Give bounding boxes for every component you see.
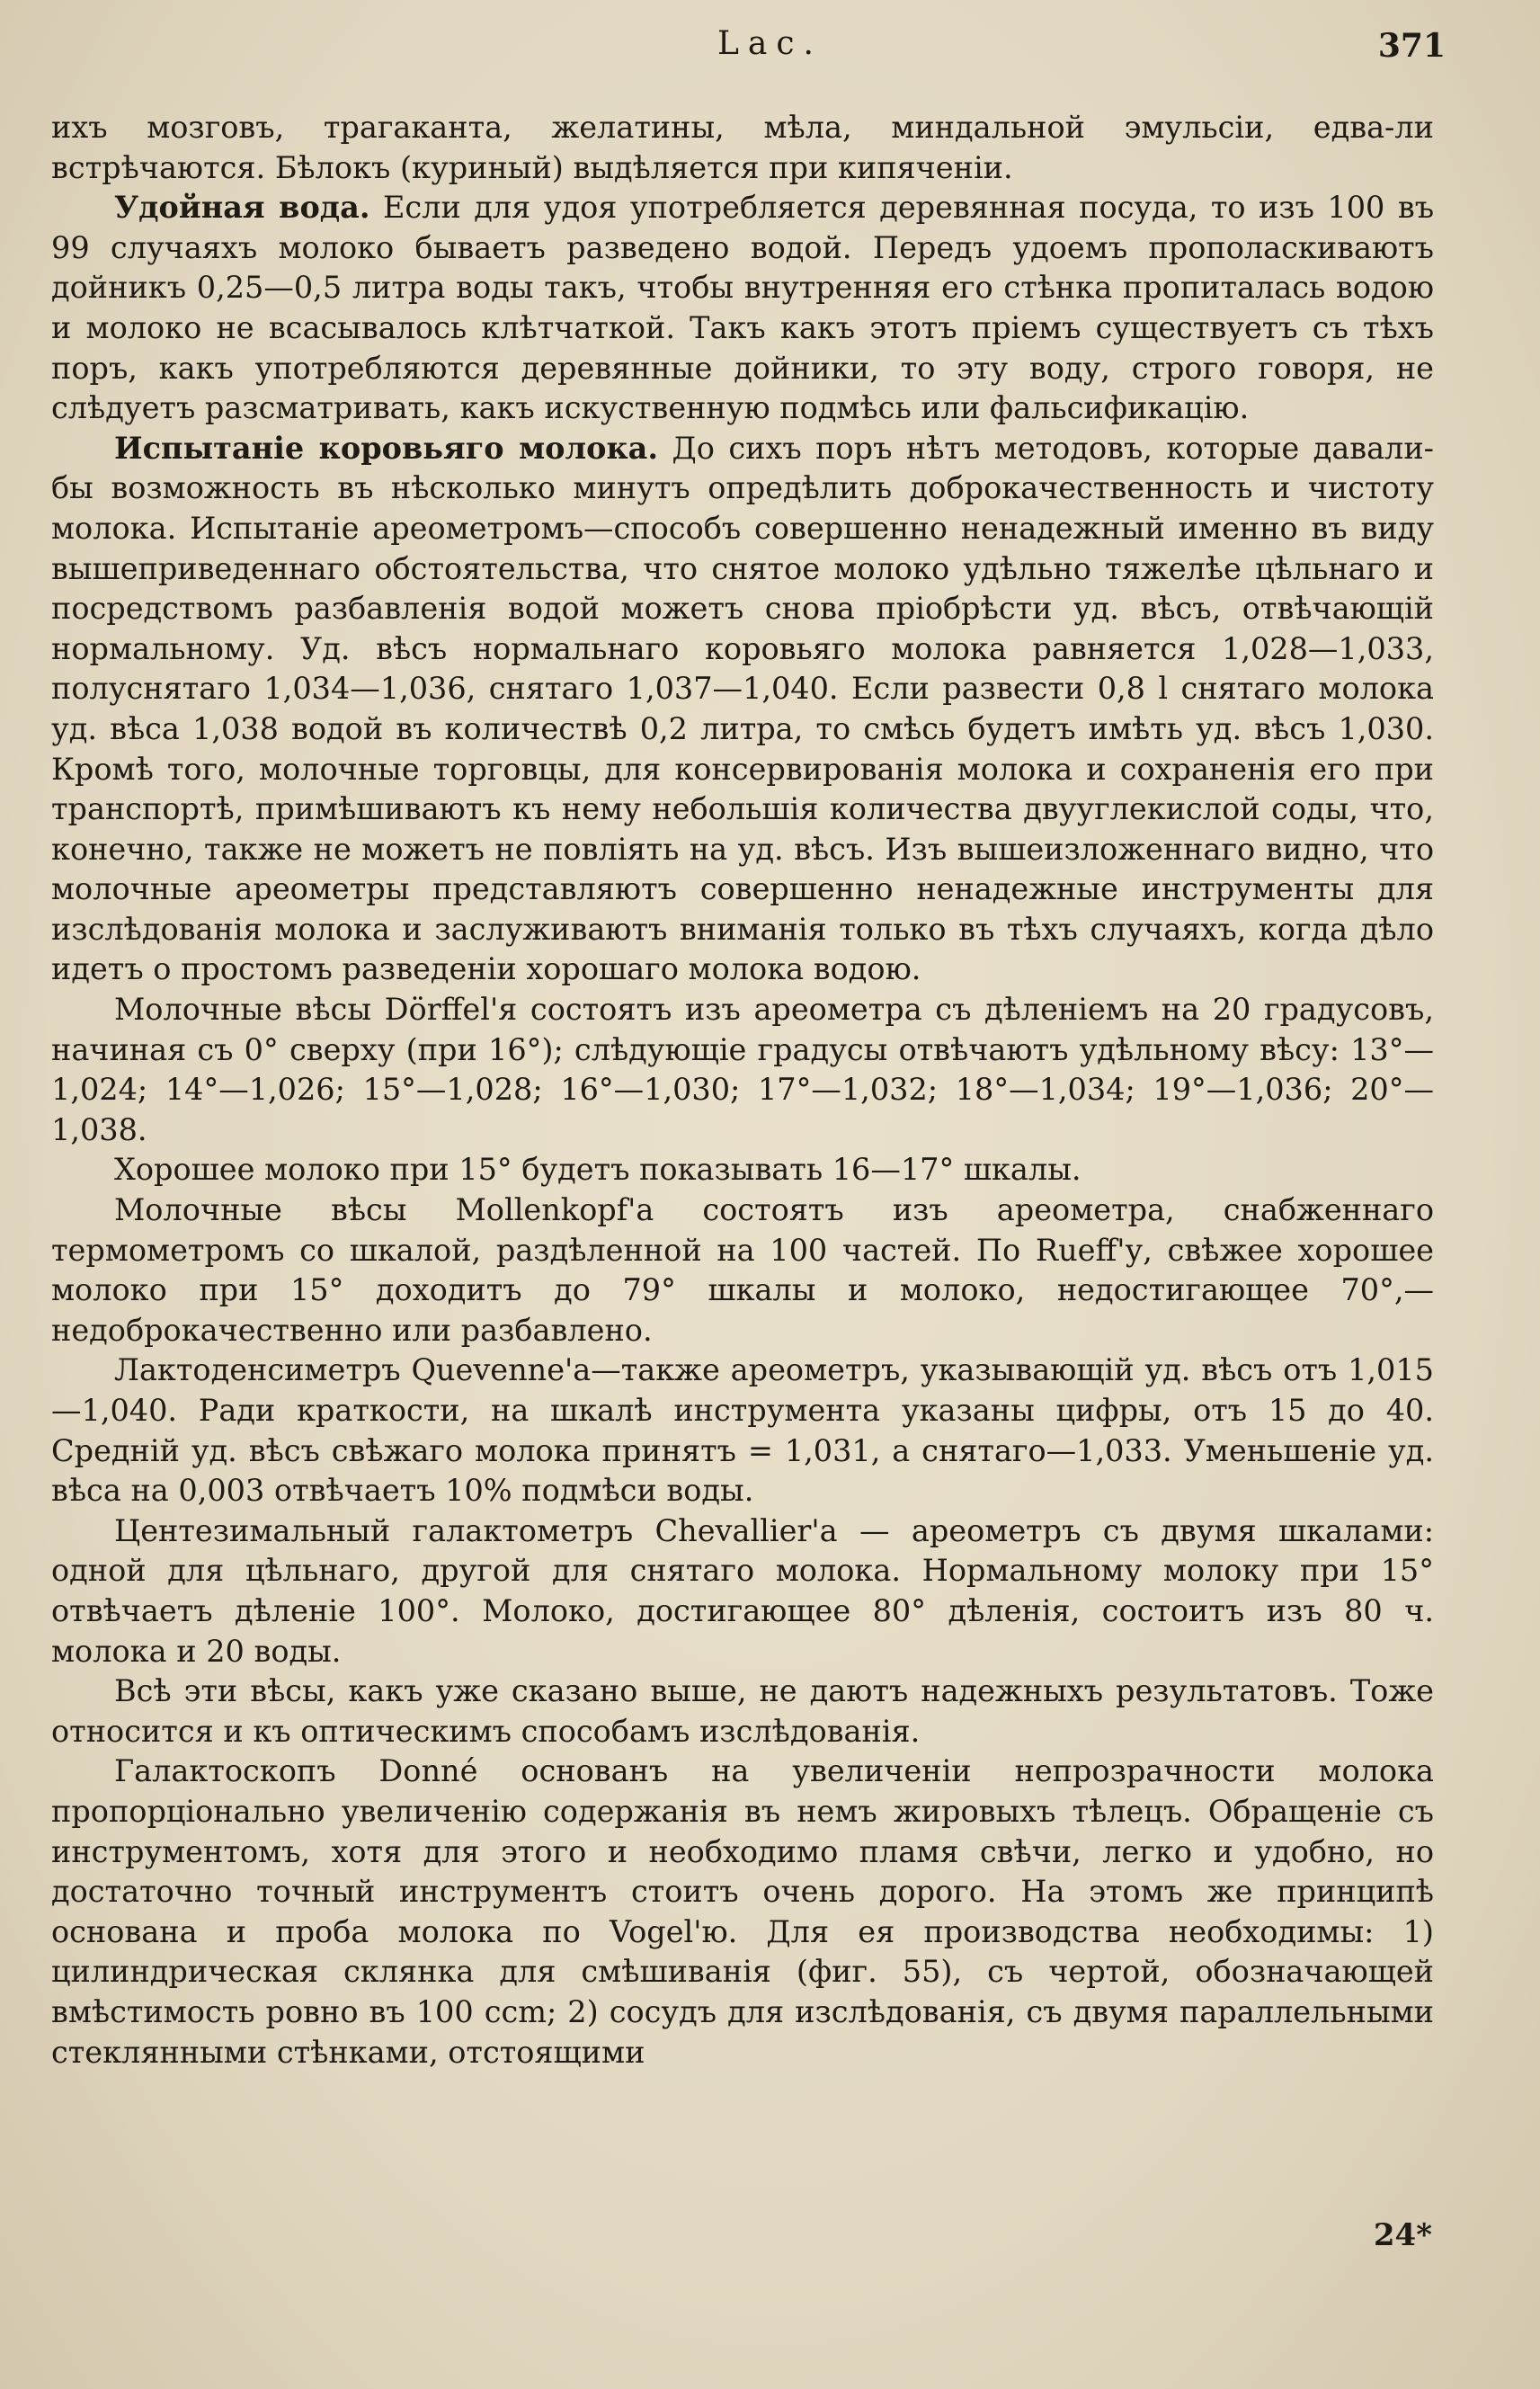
paragraph bbox=[51, 1752, 1434, 2073]
paragraph-text: Центезимальный галактометръ Chevallier'а — ареометръ съ двумя шкалами: одной для цѣльнаго, другой для снятаго молока. Нормальному молоку при 15° отвѣчаетъ дѣленіе 100°. Молоко, достигающее 80° дѣленія, состоитъ изъ 80 ч. молока и 20 воды. bbox=[51, 1512, 1434, 1669]
paragraph bbox=[51, 1350, 1434, 1511]
paragraph bbox=[51, 1190, 1434, 1350]
paragraph-text: ихъ мозговъ, трагаканта, желатины, мѣла, миндальной эмульсіи, едва-ли встрѣчаются. Бѣлокъ (куриный) выдѣляется при кипяченіи. bbox=[51, 110, 1434, 185]
paragraph-text: Молочные вѣсы Dörffel'я состоятъ изъ ареометра съ дѣленіемъ на 20 градусовъ, начиная съ 0° сверху (при 16°); слѣдующіе градусы отвѣчаютъ удѣльному вѣсу: 13°—1,024; 14°—1,026; 15°—1,028; 16°—1,030; 17°—1,032; 18°—1,034; 19°—1,036; 20°—1,038. bbox=[51, 992, 1434, 1147]
paragraph-text: Хорошее молоко при 15° будетъ показывать 16—17° шкалы. bbox=[114, 1152, 1082, 1188]
page-number: 371 bbox=[1377, 27, 1446, 65]
body-text bbox=[51, 108, 1434, 2073]
paragraph bbox=[51, 188, 1434, 429]
paragraph-text: Всѣ эти вѣсы, какъ уже сказано выше, не даютъ надежныхъ результатовъ. Тоже относится и къ оптическимъ способамъ изслѣдованія. bbox=[51, 1673, 1434, 1749]
paragraph-text: Молочные вѣсы Mollenkopf'а состоятъ изъ ареометра, снабженнаго термометромъ со шкалой, раздѣленной на 100 частей. По Rueff'у, свѣжее хорошее молоко при 15° доходитъ до 79° шкалы и молоко, недостигающее 70°,—недоброкачественно или разбавлено. bbox=[51, 1192, 1434, 1348]
paragraph bbox=[51, 429, 1434, 990]
signature-mark: 24* bbox=[1373, 2217, 1432, 2253]
paragraph-text: Если для удоя употребляется деревянная посуда, то изъ 100 въ 99 случаяхъ молоко бываетъ разведено водой. Передъ удоемъ прополаскиваютъ дойникъ 0,25—0,5 литра воды такъ, чтобы внутренняя его стѣнка пропиталась водою и молоко не всасывалось клѣтчаткой. Такъ какъ этотъ пріемъ существуетъ съ тѣхъ поръ, какъ употребляются деревянные дойники, то эту воду, строго говоря, не слѣдуетъ разсматривать, какъ искуственную подмѣсь или фальсификацію. bbox=[51, 190, 1435, 426]
paragraph-lead: Испытаніе коровьяго молока. bbox=[114, 430, 659, 466]
running-title: Lac. bbox=[717, 25, 823, 62]
paragraph bbox=[51, 1150, 1434, 1190]
paragraph-lead: Удойная вода. bbox=[114, 190, 370, 226]
paragraph bbox=[51, 1671, 1434, 1752]
paragraph bbox=[51, 108, 1434, 188]
paragraph-text: Лактоденсиметръ Quevenne'а—также ареометръ, указывающій уд. вѣсъ отъ 1,015—1,040. Ради краткости, на шкалѣ инструмента указаны цифры, отъ 15 до 40. Средній уд. вѣсъ свѣжаго молока принятъ = 1,031, а снятаго—1,033. Уменьшеніе уд. вѣса на 0,003 отвѣчаетъ 10% подмѣси воды. bbox=[51, 1352, 1434, 1509]
paragraph bbox=[51, 1511, 1434, 1671]
paragraph-text: Галактоскопъ Donné основанъ на увеличеніи непрозрачности молока пропорціонально увеличенію содержанія въ немъ жировыхъ тѣлецъ. Обращеніе съ инструментомъ, хотя для этого и необходимо пламя свѣчи, легко и удобно, но достаточно точный инструментъ стоитъ очень дорого. На этомъ же принципѣ основана и проба молока по Vogel'ю. Для ея производства необходимы: 1) цилиндрическая склянка для смѣшиванія (фиг. 55), съ чертой, обозначающей вмѣстимость ровно въ 100 ccm; 2) сосудъ для изслѣдованія, съ двумя параллельными стеклянными стѣнками, отстоящими bbox=[51, 1753, 1434, 2070]
paragraph bbox=[51, 990, 1434, 1150]
paragraph-text: До сихъ поръ нѣтъ методовъ, которые давали-бы возможность въ нѣсколько минутъ опредѣлить доброкачественность и чистоту молока. Испытаніе ареометромъ—способъ совершенно ненадежный именно въ виду вышеприведеннаго обстоятельства, что снятое молоко удѣльно тяжелѣе цѣльнаго и посредствомъ разбавленія водой можетъ снова пріобрѣсти уд. вѣсъ, отвѣчающій нормальному. Уд. вѣсъ нормальнаго коровьяго молока равняется 1,028—1,033, полуснятаго 1,034—1,036, снятаго 1,037—1,040. Если развести 0,8 l снятаго молока уд. вѣса 1,038 водой въ количествѣ 0,2 литра, то смѣсь будетъ имѣть уд. вѣсъ 1,030. Кромѣ того, молочные торговцы, для консервированія молока и сохраненія его при транспортѣ, примѣшиваютъ къ нему небольшія количества двууглекислой соды, что, конечно, также не можетъ не повліять на уд. вѣсъ. Изъ вышеизложеннаго видно, что молочные ареометры представляютъ совершенно ненадежные инструменты для изслѣдованія молока и заслуживаютъ вниманія только въ тѣхъ случаяхъ, когда дѣло идетъ о простомъ разведеніи хорошаго молока водою. bbox=[51, 430, 1434, 987]
